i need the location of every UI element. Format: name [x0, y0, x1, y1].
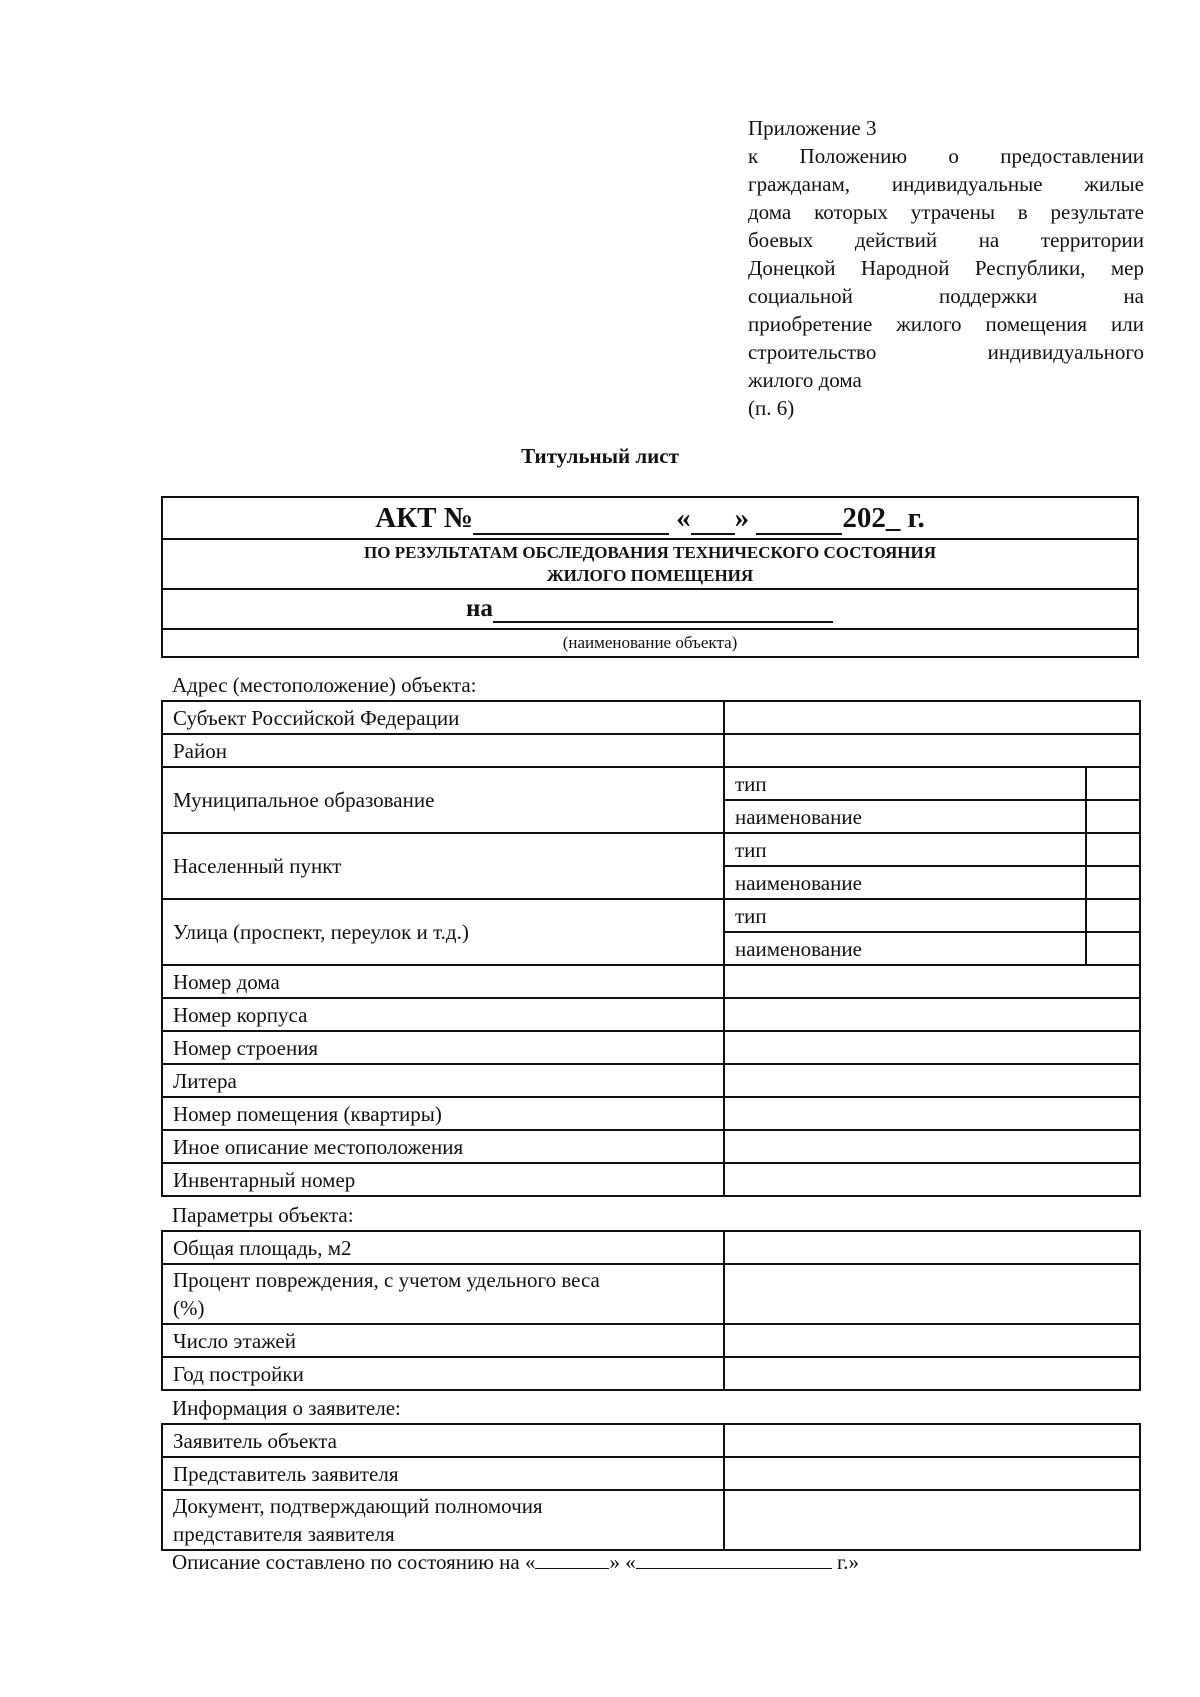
- subfield-label: тип: [724, 767, 1086, 800]
- subfield-value[interactable]: [1086, 899, 1140, 932]
- footer-month-year-blank[interactable]: [636, 1550, 832, 1569]
- act-header-table: [161, 496, 1139, 658]
- act-quote-close: »: [734, 501, 750, 534]
- annex-block: [748, 114, 1144, 422]
- address-section-label: Адрес (местоположение) объекта:: [172, 673, 477, 697]
- annex-line: строительство индивидуального: [748, 340, 1144, 364]
- footer-day-blank[interactable]: [535, 1550, 609, 1569]
- annex-line: приобретение жилого помещения или: [748, 312, 1144, 336]
- param-label-line: (%): [173, 1296, 205, 1320]
- applicant-field-value[interactable]: [724, 1457, 1140, 1490]
- address-field-label: Номер помещения (квартиры): [162, 1097, 724, 1130]
- applicant-field-label: [162, 1490, 724, 1550]
- subfield-value[interactable]: [1086, 833, 1140, 866]
- annex-line: жилого дома: [748, 368, 862, 392]
- param-field-value[interactable]: [724, 1264, 1140, 1324]
- address-field-label: Литера: [162, 1064, 724, 1097]
- applicant-section-label: Информация о заявителе:: [172, 1396, 401, 1420]
- subfield-value[interactable]: [1086, 932, 1140, 965]
- object-name-blank[interactable]: [493, 595, 833, 623]
- act-day-blank[interactable]: [691, 503, 735, 535]
- annex-heading: Приложение 3: [748, 116, 877, 140]
- description-date-line: [172, 1548, 859, 1576]
- subfield-label: наименование: [724, 800, 1086, 833]
- param-field-value[interactable]: [724, 1324, 1140, 1357]
- applicant-label-line: представителя заявителя: [173, 1522, 395, 1546]
- param-field-label: Общая площадь, м2: [162, 1231, 724, 1264]
- applicant-field-label: Заявитель объекта: [162, 1424, 724, 1457]
- address-field-value[interactable]: [724, 701, 1140, 734]
- address-field-value[interactable]: [724, 1097, 1140, 1130]
- act-subtitle-line: ПО РЕЗУЛЬТАТАМ ОБСЛЕДОВАНИЯ ТЕХНИЧЕСКОГО СОСТОЯНИЯ: [364, 543, 936, 562]
- applicant-field-value[interactable]: [724, 1424, 1140, 1457]
- param-field-value[interactable]: [724, 1357, 1140, 1390]
- act-quote-open: «: [676, 501, 691, 534]
- address-field-value[interactable]: [724, 998, 1140, 1031]
- subfield-label: тип: [724, 833, 1086, 866]
- subfield-label: тип: [724, 899, 1086, 932]
- annex-line: Донецкой Народной Республики, мер: [748, 256, 1144, 280]
- subfield-label: наименование: [724, 932, 1086, 965]
- footer-quote: »: [609, 1550, 620, 1574]
- annex-line: дома которых утрачены в результате: [748, 200, 1144, 224]
- applicant-field-value[interactable]: [724, 1490, 1140, 1550]
- act-subtitle: [162, 539, 1138, 589]
- footer-quote: «: [524, 1550, 536, 1574]
- address-field-value[interactable]: [724, 1163, 1140, 1196]
- act-prefix: АКТ №: [375, 501, 473, 534]
- param-label-line: Процент повреждения, с учетом удельного веса: [173, 1268, 600, 1292]
- annex-line: социальной поддержки на: [748, 284, 1144, 308]
- title-sheet-heading: Титульный лист: [521, 444, 679, 468]
- param-field-label: Год постройки: [162, 1357, 724, 1390]
- address-field-value[interactable]: [724, 965, 1140, 998]
- act-subtitle-line: ЖИЛОГО ПОМЕЩЕНИЯ: [546, 566, 754, 585]
- footer-text: Описание составлено по состоянию на: [172, 1550, 520, 1574]
- param-field-label: Число этажей: [162, 1324, 724, 1357]
- param-field-value[interactable]: [724, 1231, 1140, 1264]
- address-field-label: Улица (проспект, переулок и т.д.): [162, 899, 724, 965]
- address-field-value[interactable]: [724, 1130, 1140, 1163]
- annex-line: к Положению о предоставлении: [748, 144, 1144, 168]
- object-name-caption: (наименование объекта): [162, 629, 1138, 657]
- act-number-cell: [162, 497, 1138, 539]
- applicant-field-label: Представитель заявителя: [162, 1457, 724, 1490]
- annex-line: гражданам, индивидуальные жилые: [748, 172, 1144, 196]
- address-field-label: Район: [162, 734, 724, 767]
- subfield-value[interactable]: [1086, 800, 1140, 833]
- act-month-blank[interactable]: [756, 503, 842, 535]
- applicant-label-line: Документ, подтверждающий полномочия: [173, 1494, 543, 1518]
- subfield-value[interactable]: [1086, 767, 1140, 800]
- address-field-label: Муниципальное образование: [162, 767, 724, 833]
- params-table: [161, 1230, 1141, 1391]
- subfield-label: наименование: [724, 866, 1086, 899]
- object-name-cell: [162, 589, 1138, 629]
- annex-line: (п. 6): [748, 396, 795, 420]
- address-field-value[interactable]: [724, 1064, 1140, 1097]
- applicant-table: [161, 1423, 1141, 1551]
- address-field-label: Субъект Российской Федерации: [162, 701, 724, 734]
- address-field-label: Номер дома: [162, 965, 724, 998]
- annex-line: боевых действий на территории: [748, 228, 1144, 252]
- address-field-label: Населенный пункт: [162, 833, 724, 899]
- params-section-label: Параметры объекта:: [172, 1203, 354, 1227]
- address-table: [161, 700, 1141, 1197]
- subfield-value[interactable]: [1086, 866, 1140, 899]
- address-field-value[interactable]: [724, 1031, 1140, 1064]
- address-field-label: Инвентарный номер: [162, 1163, 724, 1196]
- param-field-label: [162, 1264, 724, 1324]
- na-label: на: [466, 595, 493, 622]
- act-year: 202_ г.: [842, 501, 925, 534]
- address-field-label: Иное описание местоположения: [162, 1130, 724, 1163]
- address-field-label: Номер строения: [162, 1031, 724, 1064]
- footer-suffix: г.»: [831, 1550, 859, 1574]
- address-field-value[interactable]: [724, 734, 1140, 767]
- footer-quote: «: [625, 1550, 636, 1574]
- act-number-blank[interactable]: [473, 503, 669, 535]
- address-field-label: Номер корпуса: [162, 998, 724, 1031]
